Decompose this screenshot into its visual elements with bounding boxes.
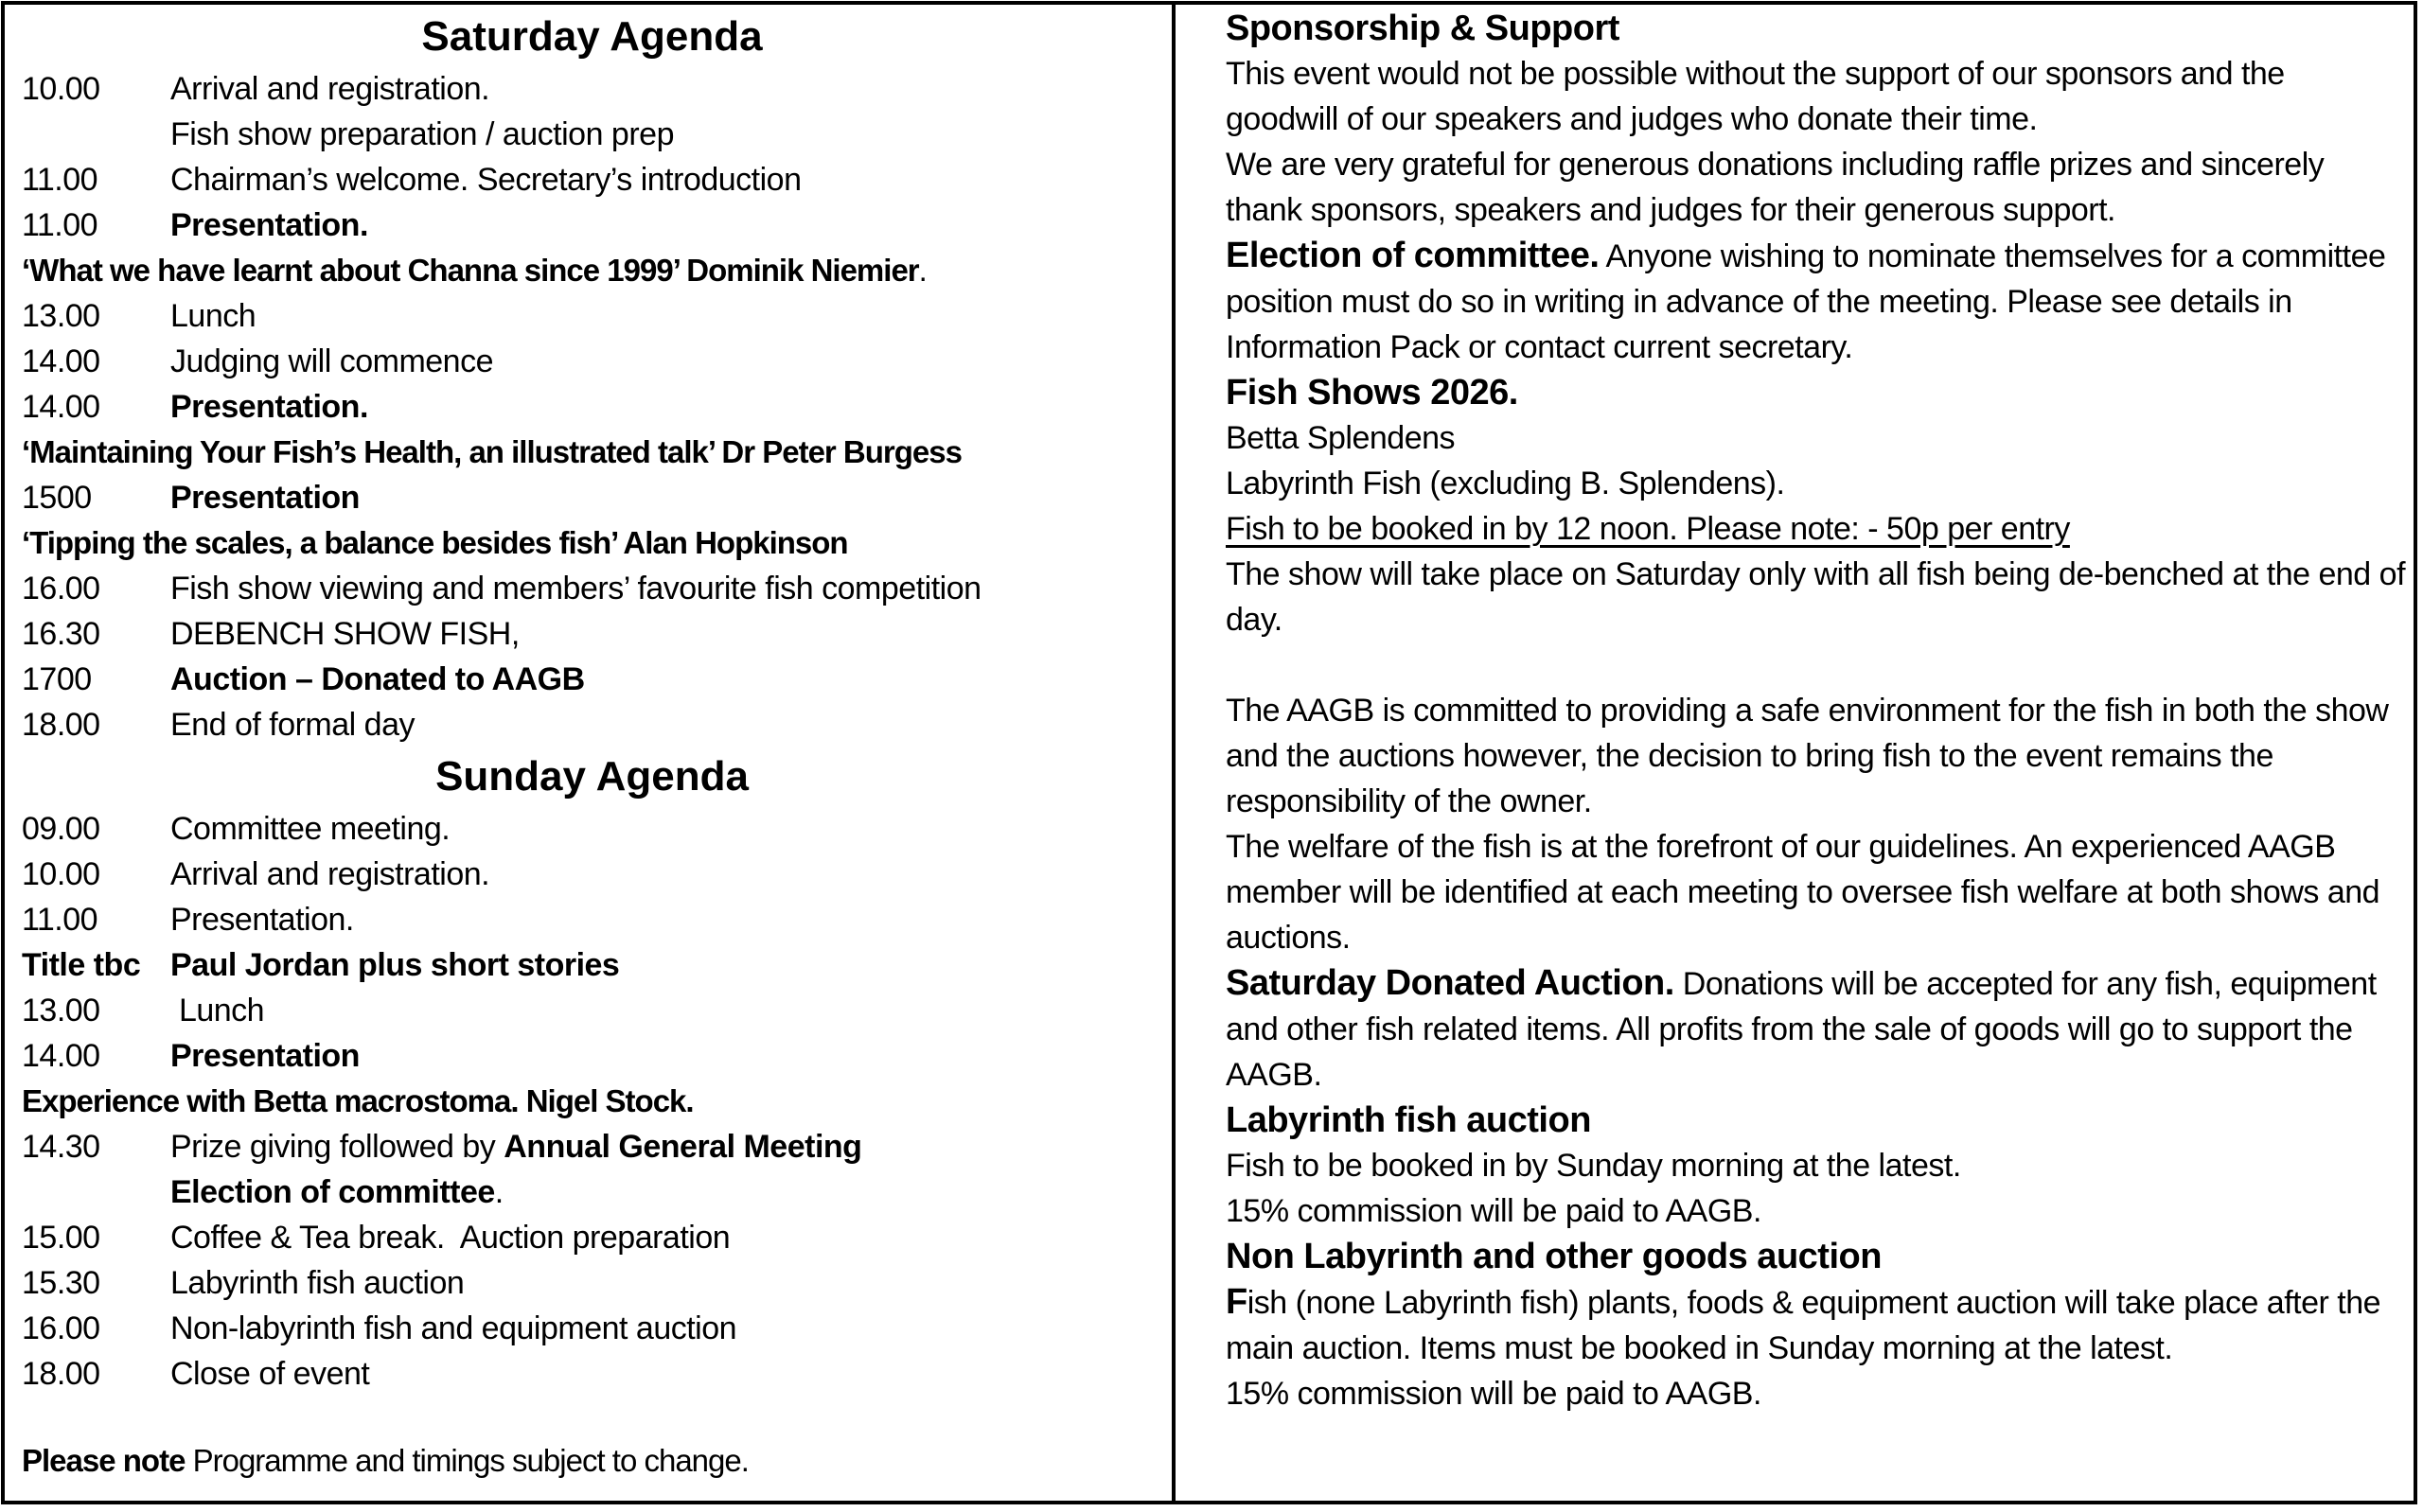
- agenda-time: Title tbc: [22, 947, 141, 983]
- bold-text: Annual General Meeting: [504, 1129, 862, 1165]
- agenda-description: [170, 1310, 736, 1346]
- agenda-description: [170, 71, 489, 107]
- agenda-description: [170, 480, 360, 516]
- info-paragraph: [1226, 233, 2405, 370]
- agenda-row: [22, 1215, 1162, 1260]
- agenda-description: [170, 298, 256, 334]
- agenda-description: [170, 207, 368, 243]
- agenda-row: [22, 1124, 1162, 1169]
- text: Anyone wishing to nominate themselves for a committee position must do so in writing in advance of the meeting. Please see details in Information Pack or contact current secretary.: [1226, 238, 2395, 365]
- agenda-time: 10.00: [22, 856, 100, 892]
- agenda-full-line: [22, 1438, 1162, 1484]
- agenda-row: [22, 566, 1162, 611]
- bold-text: Fish Shows 2026.: [1226, 373, 1518, 413]
- agenda-time: 13.00: [22, 993, 100, 1029]
- agenda-description: [170, 661, 585, 697]
- info-heading: [1226, 1098, 2405, 1143]
- agenda-description: [170, 811, 450, 847]
- bold-text: ‘What we have learnt about Channa since 1999’ Dominik Niemier: [22, 253, 919, 288]
- agenda-description: [170, 993, 264, 1029]
- agenda-row: [22, 1260, 1162, 1306]
- info-paragraph: [1226, 506, 2405, 552]
- info-paragraph: [1226, 142, 2405, 233]
- text: Prize giving followed by: [170, 1129, 504, 1165]
- bold-text: Paul Jordan plus short stories: [170, 947, 620, 983]
- text: Donations will be accepted for any fish, equipment and other fish related items. All profits from the sale of goods will go to support the AAGB.: [1226, 966, 2385, 1093]
- agenda-row: [22, 202, 1162, 248]
- underlined-text: Fish to be booked in by 12 noon. Please note: - 50p per entry: [1226, 511, 2070, 547]
- column-divider: [1172, 1, 1176, 1504]
- bold-text: Election of committee.: [1226, 236, 1600, 275]
- text: Lunch: [170, 298, 256, 334]
- agenda-row: [22, 475, 1162, 520]
- info-paragraph: [1226, 688, 2405, 824]
- info-heading: [1226, 6, 2405, 51]
- text: Betta Splendens: [1226, 420, 1456, 456]
- info-column: [1226, 6, 2414, 1416]
- agenda-description: [170, 947, 619, 983]
- agenda-row: [22, 702, 1162, 747]
- agenda-row: [22, 112, 1162, 157]
- bold-text: Experience with Betta macrostoma. Nigel Stock.: [22, 1083, 694, 1118]
- agenda-description: [170, 389, 368, 425]
- info-paragraph: [1226, 461, 2405, 506]
- agenda-time: 11.00: [22, 207, 98, 243]
- agenda-row: [22, 897, 1162, 942]
- agenda-row: [22, 66, 1162, 112]
- agenda-description: [170, 1265, 464, 1301]
- info-paragraph: [1226, 1143, 2405, 1188]
- agenda-row: [22, 611, 1162, 657]
- agenda-time: 14.00: [22, 1038, 100, 1074]
- text: Non-labyrinth fish and equipment auction: [170, 1310, 737, 1346]
- text: ish (none Labyrinth fish) plants, foods & equipment auction will take place after the main auction. Items must be booked in Sunday morning at the latest.: [1226, 1285, 2389, 1366]
- agenda-description: [170, 343, 493, 379]
- agenda-full-line: [22, 430, 1162, 475]
- agenda-description: [170, 1174, 504, 1210]
- bold-text: Please note: [22, 1443, 186, 1478]
- info-paragraph: [1226, 960, 2405, 1098]
- text: The show will take place on Saturday only with all fish being de-benched at the end of day.: [1226, 556, 2414, 638]
- agenda-description: [170, 116, 674, 152]
- agenda-full-line: [22, 248, 1162, 293]
- text: Fish to be booked in by Sunday morning at the latest.: [1226, 1148, 1961, 1184]
- agenda-row: [22, 384, 1162, 430]
- text: .: [918, 253, 927, 288]
- bold-text: Labyrinth fish auction: [1226, 1100, 1591, 1140]
- bold-text: ‘Maintaining Your Fish’s Health, an illustrated talk’ Dr Peter Burgess: [22, 434, 962, 469]
- info-heading: [1226, 1234, 2405, 1279]
- agenda-time: 13.00: [22, 298, 100, 334]
- agenda-time: 14.00: [22, 389, 100, 425]
- text: End of formal day: [170, 707, 415, 743]
- text: Arrival and registration.: [170, 856, 490, 892]
- text: Judging will commence: [170, 343, 493, 379]
- info-paragraph: [1226, 1371, 2405, 1416]
- agenda-time: 11.00: [22, 902, 98, 938]
- agenda-section-title: Sunday Agenda: [435, 753, 749, 800]
- info-paragraph: [1226, 51, 2405, 142]
- agenda-time: 15.00: [22, 1220, 100, 1256]
- agenda-full-line: [22, 520, 1162, 566]
- agenda-description: [170, 1220, 730, 1256]
- bold-text: ‘Tipping the scales, a balance besides fish’ Alan Hopkinson: [22, 525, 848, 560]
- text: Fish show viewing and members’ favourite fish competition: [170, 571, 982, 607]
- bold-text: Auction – Donated to AAGB: [170, 661, 585, 697]
- bold-text: Presentation.: [170, 207, 368, 243]
- agenda-description: [170, 571, 982, 607]
- bold-text: F: [1226, 1282, 1247, 1322]
- agenda-row: [22, 1351, 1162, 1397]
- agenda-description: [170, 1038, 360, 1074]
- text: 15% commission will be paid to AAGB.: [1226, 1193, 1761, 1229]
- bold-text: Non Labyrinth and other goods auction: [1226, 1237, 1882, 1276]
- agenda-row: [22, 806, 1162, 852]
- text: Fish show preparation / auction prep: [170, 116, 674, 152]
- agenda-description: [170, 616, 520, 652]
- agenda-time: 1700: [22, 661, 92, 697]
- agenda-time: 18.00: [22, 1356, 100, 1392]
- text: Chairman’s welcome. Secretary’s introduction: [170, 162, 802, 198]
- info-paragraph: [1226, 552, 2414, 642]
- agenda-full-line: [22, 1079, 1162, 1124]
- text: Lunch: [170, 993, 265, 1029]
- text: Labyrinth Fish (excluding B. Splendens).: [1226, 466, 1785, 501]
- agenda-row: [22, 988, 1162, 1033]
- agenda-description: [170, 707, 415, 743]
- agenda-time: 14.00: [22, 343, 100, 379]
- text: 15% commission will be paid to AAGB.: [1226, 1376, 1761, 1412]
- agenda-time: 15.30: [22, 1265, 100, 1301]
- text: Presentation.: [170, 902, 354, 938]
- bold-text: Election of committee: [170, 1174, 495, 1210]
- agenda-time: 18.00: [22, 707, 100, 743]
- info-heading: [1226, 370, 2405, 415]
- text: This event would not be possible without the support of our sponsors and the goodwill of our speakers and judges who donate their time.: [1226, 56, 2293, 137]
- agenda-description: [170, 162, 801, 198]
- spacer: [1226, 642, 2405, 688]
- bold-text: Saturday Donated Auction.: [1226, 963, 1674, 1003]
- bold-text: Presentation.: [170, 389, 368, 425]
- agenda-time: 14.30: [22, 1129, 100, 1165]
- text: Arrival and registration.: [170, 71, 490, 107]
- agenda-row: [22, 157, 1162, 202]
- info-paragraph: [1226, 415, 2405, 461]
- agenda-row: [22, 1306, 1162, 1351]
- text: The AAGB is committed to providing a safe environment for the fish in both the show and the auctions however, the decision to bring fish to the event remains the responsibility of the owner.: [1226, 693, 2397, 819]
- text: Committee meeting.: [170, 811, 451, 847]
- text: Programme and timings subject to change.: [185, 1443, 749, 1478]
- agenda-description: [170, 1356, 369, 1392]
- agenda-time: 09.00: [22, 811, 100, 847]
- info-paragraph: [1226, 824, 2405, 960]
- agenda-description: [170, 1129, 861, 1165]
- bold-text: Sponsorship & Support: [1226, 9, 1619, 48]
- agenda-time: 16.00: [22, 571, 100, 607]
- text: DEBENCH SHOW FISH,: [170, 616, 520, 652]
- agenda-time: 10.00: [22, 71, 100, 107]
- agenda-row: [22, 942, 1162, 988]
- agenda-section-title: Saturday Agenda: [421, 13, 763, 60]
- bold-text: Presentation: [170, 1038, 360, 1074]
- text: The welfare of the fish is at the forefront of our guidelines. An experienced AAGB member will be identified at each meeting to oversee fish welfare at both shows and auctions.: [1226, 829, 2389, 956]
- agenda-description: [170, 902, 354, 938]
- agenda-column: [22, 8, 1162, 1484]
- agenda-row: [22, 339, 1162, 384]
- info-paragraph: [1226, 1279, 2405, 1371]
- agenda-time: 16.00: [22, 1310, 100, 1346]
- text: .: [494, 1174, 504, 1210]
- agenda-row: [22, 657, 1162, 702]
- text: Close of event: [170, 1356, 370, 1392]
- spacer: [22, 1397, 1162, 1438]
- agenda-row: [22, 293, 1162, 339]
- text: Labyrinth fish auction: [170, 1265, 465, 1301]
- info-paragraph: [1226, 1188, 2405, 1234]
- agenda-row: [22, 852, 1162, 897]
- agenda-time: 16.30: [22, 616, 100, 652]
- agenda-time: 11.00: [22, 162, 98, 198]
- agenda-description: [170, 856, 489, 892]
- text: We are very grateful for generous donations including raffle prizes and sincerely thank sponsors, speakers and judges for their generous support.: [1226, 147, 2333, 228]
- agenda-row: [22, 1033, 1162, 1079]
- bold-text: Presentation: [170, 480, 360, 516]
- text: Coffee & Tea break. Auction preparation: [170, 1220, 731, 1256]
- agenda-time: 1500: [22, 480, 92, 516]
- agenda-row: [22, 1169, 1162, 1215]
